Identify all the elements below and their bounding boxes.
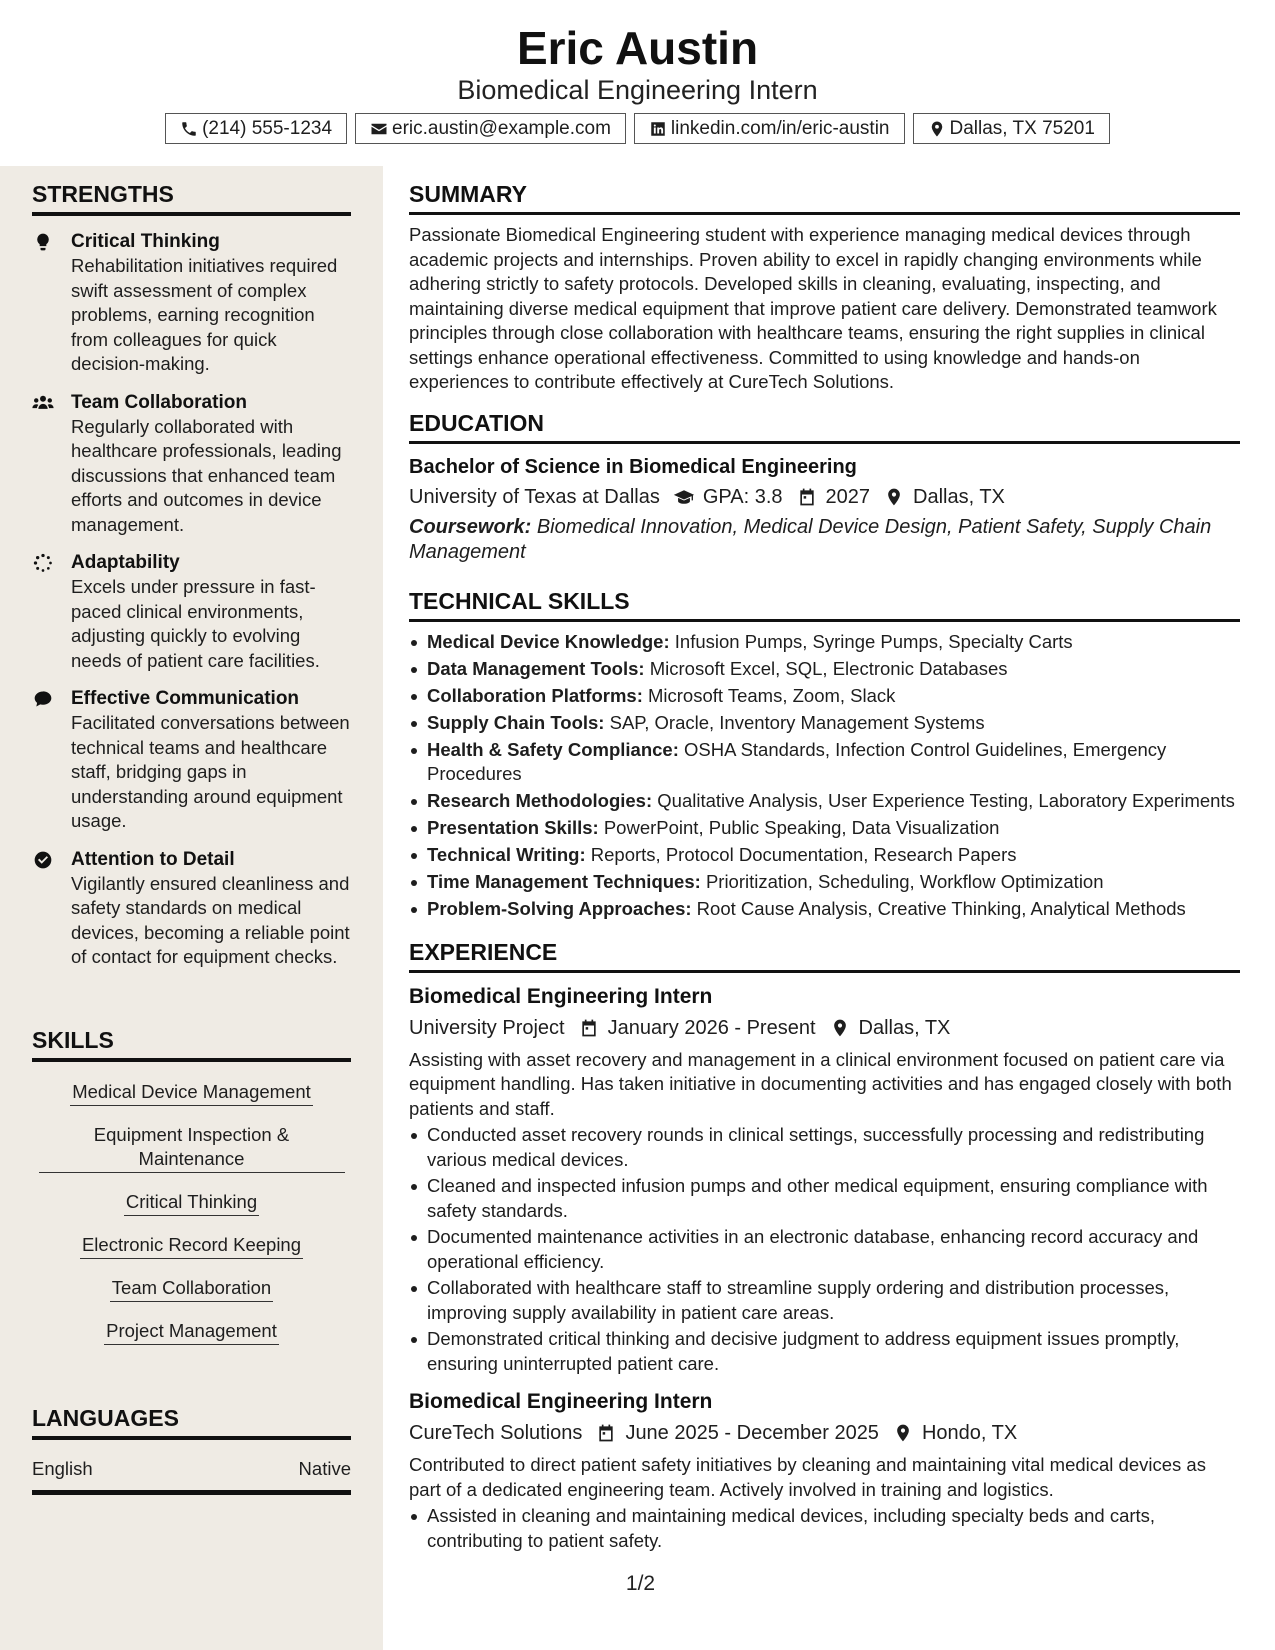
skill-category: Problem-Solving Approaches: <box>427 898 692 919</box>
linkedin-icon <box>649 120 667 138</box>
check-circle-icon <box>32 850 54 870</box>
map-pin-icon <box>928 120 946 138</box>
job-title: Biomedical Engineering Intern <box>409 984 713 1008</box>
skill-values: Microsoft Teams, Zoom, Slack <box>648 684 896 706</box>
list-item <box>409 630 1240 655</box>
skills-heading: SKILLS <box>32 1026 351 1062</box>
graduation-year: 2027 <box>825 485 871 508</box>
education-heading: EDUCATION <box>409 409 1240 444</box>
page-number-text: 1/2 <box>625 1572 656 1595</box>
skill-category: Health & Safety Compliance: <box>427 738 679 760</box>
list-item: Conducted asset recovery rounds in clinical settings, successfully processing and redistributing various medical devices. <box>409 1123 1240 1172</box>
list-item: Collaborated with healthcare staff to streamline supply ordering and distribution processes, improving supply availability in patient care areas. <box>409 1276 1240 1325</box>
job-meta <box>409 1419 1240 1447</box>
languages-section <box>32 1404 351 1495</box>
phone-icon <box>180 120 198 138</box>
strength-item <box>32 390 351 538</box>
skill-values: Microsoft Excel, SQL, Electronic Databases <box>649 657 1008 679</box>
technical-skills-section <box>409 587 1240 922</box>
coursework <box>409 515 1240 565</box>
language-name: English <box>32 1458 93 1479</box>
job-bullets <box>409 1504 1240 1553</box>
skills-list <box>32 1072 351 1354</box>
strength-item <box>32 229 351 377</box>
list-item: Demonstrated critical thinking and decisive judgment to address equipment issues promptly, ensuring uninterrupted patient care. <box>409 1327 1240 1376</box>
coursework-label: Coursework: <box>409 515 532 538</box>
contact-linkedin[interactable] <box>634 113 905 144</box>
list-item: Cleaned and inspected infusion pumps and other medical equipment, ensuring compliance with safety standards. <box>409 1174 1240 1223</box>
main-content <box>409 166 1240 1555</box>
education-section <box>409 409 1240 565</box>
job-location: Hondo, TX <box>921 1422 1018 1444</box>
language-proficiency-bar <box>32 1490 351 1495</box>
degree-title: Bachelor of Science in Biomedical Engineering <box>409 455 857 478</box>
gpa: GPA: 3.8 <box>702 485 783 508</box>
summary-text: Passionate Biomedical Engineering student with experience managing medical devices through academic projects and internships. Proven ability to excel in rapidly changing environments while adhering strictly to safety protocols. Developed skills in cleaning, evaluating, inspecting, and maintaining diverse medical equipment that improve patient care delivery. Demonstrated teamwork principles through close collaboration with healthcare teams, ensuring the right supplies in clinical settings enhance operational effectiveness. Committed to using knowledge and hands-on experiences to contribute effectively at CureTech Solutions. <box>409 224 1217 392</box>
skill-category: Medical Device Knowledge: <box>427 630 670 652</box>
skill-values: Root Cause Analysis, Creative Thinking, Analytical Methods <box>696 898 1186 919</box>
page-number <box>0 1572 1275 1596</box>
skill-tag: Electronic Record Keeping <box>80 1233 303 1259</box>
sidebar <box>0 166 383 1650</box>
school-name: University of Texas at Dallas <box>409 485 660 508</box>
strength-item <box>32 847 351 970</box>
map-pin-icon <box>883 487 905 507</box>
strength-desc: Vigilantly ensured cleanliness and safety standards on medical devices, becoming a reliable point of contact for equipment checks. <box>71 872 350 967</box>
contact-phone[interactable] <box>165 113 347 144</box>
list-item <box>409 738 1240 787</box>
contact-location-text: Dallas, TX 75201 <box>949 117 1095 139</box>
job-meta <box>409 1014 1240 1042</box>
list-item <box>409 789 1240 814</box>
skill-values: Prioritization, Scheduling, Workflow Optimization <box>705 871 1104 892</box>
job-entry <box>409 1388 1240 1553</box>
strength-desc: Excels under pressure in fast-paced clinical environments, adjusting quickly to evolving needs of patient care facilities. <box>71 576 320 671</box>
skill-values: PowerPoint, Public Speaking, Data Visualization <box>603 817 1000 838</box>
strength-title: Attention to Detail <box>71 848 235 870</box>
job-dates: January 2026 - Present <box>607 1016 816 1039</box>
contact-bar <box>0 113 1275 144</box>
lightbulb-icon <box>32 232 54 252</box>
contact-phone-text: (214) 555-1234 <box>202 117 333 139</box>
calendar-icon <box>796 487 818 507</box>
strength-desc: Rehabilitation initiatives required swift assessment of complex problems, earning recognition from colleagues for quick decision-making. <box>71 255 338 374</box>
job-org: CureTech Solutions <box>409 1422 583 1444</box>
skill-values: OSHA Standards, Infection Control Guidelines, Emergency Procedures <box>427 738 1167 784</box>
strength-title: Adaptability <box>71 552 180 573</box>
strengths-heading: STRENGTHS <box>32 180 351 216</box>
contact-location[interactable] <box>913 113 1110 144</box>
education-meta <box>409 483 1240 511</box>
list-item <box>409 816 1240 841</box>
list-item <box>409 684 1240 709</box>
list-item: Documented maintenance activities in an electronic database, enhancing record accuracy and operational efficiency. <box>409 1225 1240 1274</box>
candidate-title: Biomedical Engineering Intern <box>457 75 818 105</box>
summary-heading: SUMMARY <box>409 180 1240 215</box>
strength-title: Team Collaboration <box>71 391 247 413</box>
users-icon <box>32 393 54 413</box>
languages-heading: LANGUAGES <box>32 1404 351 1440</box>
skill-tag: Team Collaboration <box>110 1276 273 1302</box>
strength-title: Effective Communication <box>71 688 300 709</box>
skill-category: Data Management Tools: <box>427 657 645 679</box>
job-title: Biomedical Engineering Intern <box>409 1390 713 1413</box>
coursework-text: Biomedical Innovation, Medical Device Design, Patient Safety, Supply Chain Management <box>409 515 1212 563</box>
envelope-icon <box>370 120 388 138</box>
contact-email-text: eric.austin@example.com <box>392 117 611 139</box>
skill-values: Reports, Protocol Documentation, Research Papers <box>590 844 1017 865</box>
list-item <box>409 711 1240 736</box>
strength-title: Critical Thinking <box>71 231 220 252</box>
strength-item <box>32 686 351 834</box>
list-item: Assisted in cleaning and maintaining medical devices, including specialty beds and carts, contributing to patient safety. <box>409 1504 1240 1553</box>
job-location: Dallas, TX <box>858 1016 951 1039</box>
job-description: Assisting with asset recovery and management in a clinical environment focused on patient care via equipment handling. Has taken initiative in documenting activities and has engaged closely with both patients and staff. <box>409 1048 1232 1119</box>
skill-category: Supply Chain Tools: <box>427 711 605 733</box>
skill-category: Presentation Skills: <box>427 817 599 838</box>
job-dates: June 2025 - December 2025 <box>625 1422 879 1444</box>
skill-tag: Medical Device Management <box>70 1080 313 1106</box>
skill-tag: Equipment Inspection & Maintenance <box>39 1123 345 1173</box>
language-level: Native <box>298 1458 351 1479</box>
resume-header <box>0 0 1275 166</box>
skill-category: Time Management Techniques: <box>427 871 701 892</box>
job-entry <box>409 983 1240 1377</box>
spinner-icon <box>32 553 54 573</box>
job-bullets <box>409 1123 1240 1376</box>
skill-values: Infusion Pumps, Syringe Pumps, Specialty Carts <box>674 630 1073 652</box>
skills-section <box>32 1026 351 1354</box>
school-location: Dallas, TX <box>913 485 1005 508</box>
list-item <box>409 657 1240 682</box>
comment-icon <box>32 689 54 709</box>
map-pin-icon <box>829 1018 851 1038</box>
calendar-icon <box>578 1018 600 1038</box>
job-org: University Project <box>409 1016 565 1039</box>
list-item <box>409 843 1240 868</box>
job-description: Contributed to direct patient safety initiatives by cleaning and maintaining vital medical devices as part of a dedicated engineering team. Actively involved in training and logistics. <box>409 1454 1206 1500</box>
skill-category: Technical Writing: <box>427 844 586 865</box>
experience-heading: EXPERIENCE <box>409 938 1240 973</box>
skill-values: SAP, Oracle, Inventory Management Systems <box>609 711 985 733</box>
strength-desc: Facilitated conversations between technical teams and healthcare staff, bridging gaps in understanding around equipment usage. <box>71 712 350 831</box>
skill-tag: Critical Thinking <box>124 1190 259 1216</box>
map-pin-icon <box>892 1423 914 1443</box>
technical-skills-list <box>409 630 1240 922</box>
list-item <box>409 897 1240 922</box>
contact-linkedin-text: linkedin.com/in/eric-austin <box>670 117 890 139</box>
experience-section <box>409 938 1240 1554</box>
strength-item <box>32 550 351 673</box>
summary-section <box>409 180 1240 395</box>
skill-tag: Project Management <box>104 1319 279 1345</box>
technical-skills-heading: TECHNICAL SKILLS <box>409 587 1240 622</box>
graduation-cap-icon <box>673 487 695 507</box>
contact-email[interactable] <box>355 113 626 144</box>
candidate-name: Eric Austin <box>516 22 759 74</box>
skill-category: Collaboration Platforms: <box>427 684 643 706</box>
skill-category: Research Methodologies: <box>427 790 653 811</box>
language-row <box>32 1457 351 1481</box>
skill-values: Qualitative Analysis, User Experience Testing, Laboratory Experiments <box>657 790 1235 811</box>
calendar-icon <box>595 1423 617 1443</box>
strength-desc: Regularly collaborated with healthcare professionals, leading discussions that enhanced team efforts and outcomes in device management. <box>71 415 342 535</box>
strengths-section <box>32 180 351 970</box>
list-item <box>409 870 1240 895</box>
